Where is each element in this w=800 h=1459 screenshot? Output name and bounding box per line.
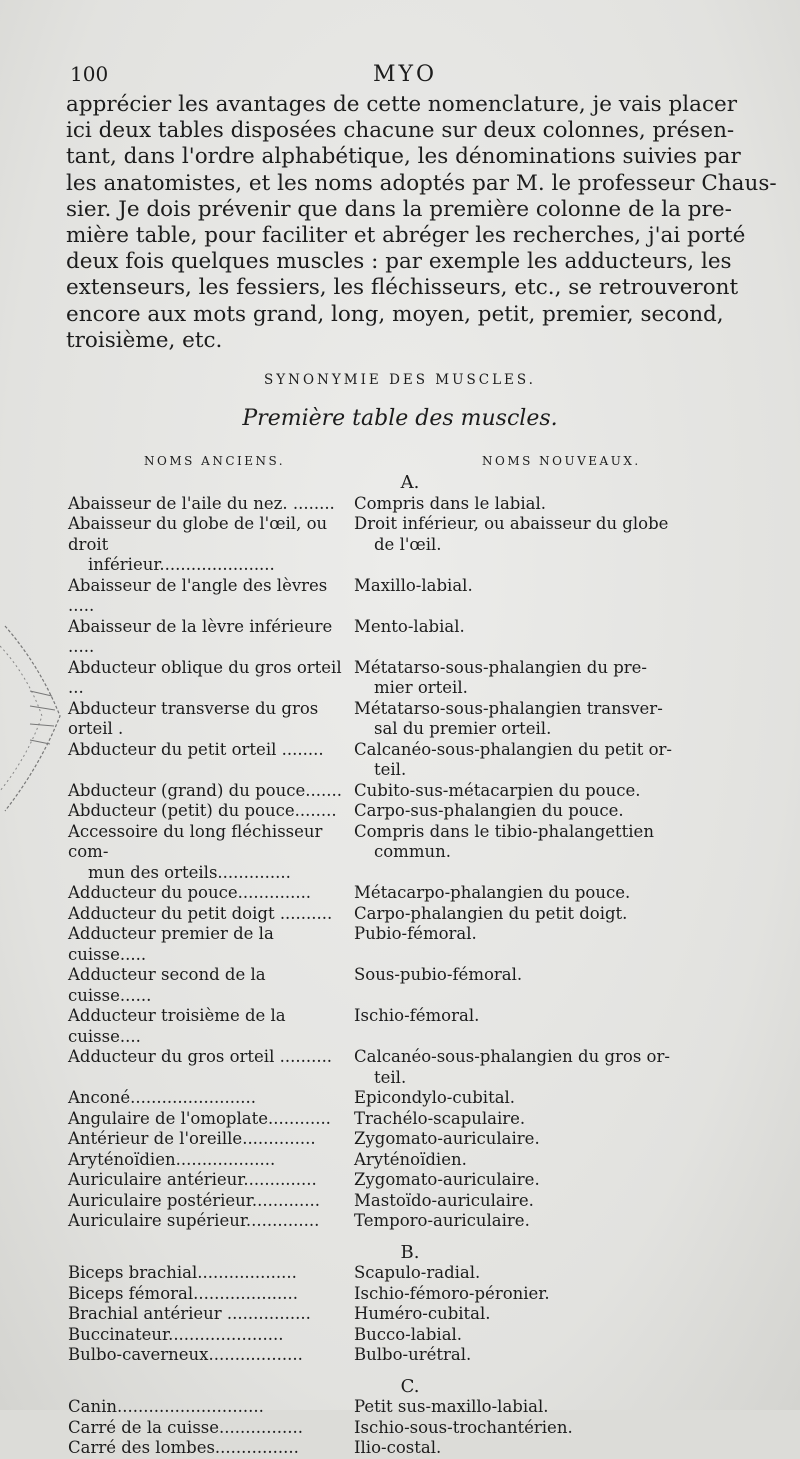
new-name-text: Trachélo-scapulaire. <box>354 1108 526 1128</box>
old-name-text: Adducteur du petit doigt .......... <box>68 903 333 923</box>
old-name-text: Carré de la cuisse................ <box>68 1417 303 1437</box>
old-name-cell <box>0 1263 348 1284</box>
old-name-text: Adducteur troisième de la cuisse.... <box>68 1006 286 1046</box>
table-row <box>0 1150 800 1171</box>
new-name-cell <box>348 1047 684 1088</box>
new-name-cell <box>348 1438 684 1459</box>
new-name-text: mier orteil. <box>374 678 468 697</box>
old-name-cell <box>0 1109 348 1130</box>
new-name-text: Bucco-labial. <box>354 1324 463 1344</box>
old-name-text: Auriculaire supérieur.............. <box>68 1211 320 1230</box>
new-name-text: Compris dans le tibio-phalangettien <box>354 821 654 841</box>
new-name-text: Calcanéo-sous-phalangien du petit or- <box>354 739 672 759</box>
table-row <box>0 1006 800 1047</box>
old-name-text: Abaisseur de la lèvre inférieure ..... <box>68 616 333 656</box>
table-row <box>0 1304 800 1325</box>
new-name-cell <box>348 1191 684 1212</box>
old-name-text: Auriculaire postérieur............. <box>68 1190 321 1210</box>
new-name-cell <box>348 1170 684 1191</box>
old-name-cell <box>0 883 348 904</box>
new-name-cell <box>348 514 684 576</box>
new-name-cell <box>348 1397 684 1418</box>
new-name-text: Métacarpo-phalangien du pouce. <box>354 883 631 902</box>
table-row <box>0 1397 800 1418</box>
table-row <box>0 1263 800 1284</box>
column-header-old-names: NOMS ANCIENS. <box>144 454 286 468</box>
new-name-text: Epicondylo-cubital. <box>354 1088 516 1107</box>
old-name-text: Adducteur premier de la cuisse..... <box>68 924 274 964</box>
old-name-cell <box>0 514 348 576</box>
new-name-cell <box>348 1006 684 1047</box>
table-row <box>0 781 800 802</box>
new-name-text: commun. <box>374 842 451 861</box>
old-name-text: Brachial antérieur ................ <box>68 1304 311 1323</box>
old-name-text: Anconé........................ <box>68 1088 256 1107</box>
old-name-text: inférieur...................... <box>88 555 275 574</box>
library-stamp-icon <box>0 606 70 826</box>
new-name-text: Ischio-fémoral. <box>354 1006 480 1025</box>
old-name-text: Abducteur transverse du gros orteil . <box>68 698 319 738</box>
table-row <box>0 1047 800 1088</box>
old-name-text: Carré des lombes................ <box>68 1438 299 1457</box>
table-row <box>0 1211 800 1232</box>
old-name-text: Bulbo-caverneux.................. <box>68 1345 303 1364</box>
old-name-cell <box>0 1304 348 1325</box>
paragraph-line: tant, dans l'ordre alphabétique, les dénominations suivies par <box>66 144 741 170</box>
old-name-cell <box>0 1418 348 1439</box>
table-row <box>0 801 800 822</box>
new-name-cell <box>348 1325 684 1346</box>
old-name-cell <box>0 1397 348 1418</box>
page-number: 100 <box>70 62 109 86</box>
section-title: SYNONYMIE DES MUSCLES. <box>264 372 536 388</box>
table-title: Première table des muscles. <box>242 406 558 431</box>
old-name-text: Abaisseur de l'angle des lèvres ..... <box>68 575 328 615</box>
new-name-text: Droit inférieur, ou abaisseur du globe <box>354 514 669 533</box>
table-row <box>0 699 800 740</box>
running-head: MYO <box>372 62 438 87</box>
table-row <box>0 1170 800 1191</box>
new-name-text: Petit sus-maxillo-labial. <box>354 1397 549 1416</box>
row-spacer <box>0 1232 800 1243</box>
old-name-cell <box>0 1325 348 1346</box>
paragraph-line: extenseurs, les fessiers, les fléchisseurs, etc., se retrouveront <box>66 275 739 301</box>
new-name-cell <box>348 1418 684 1439</box>
new-name-text: Ischio-fémoro-péronier. <box>354 1283 550 1303</box>
table-row <box>0 576 800 617</box>
table-row <box>0 1129 800 1150</box>
new-name-cell <box>348 1211 684 1232</box>
new-name-text: Bulbo-urétral. <box>354 1345 472 1364</box>
new-name-text: teil. <box>374 760 407 779</box>
old-name-text: Canin............................ <box>68 1397 264 1416</box>
old-name-text: Abducteur (grand) du pouce....... <box>68 780 342 800</box>
table-row <box>0 904 800 925</box>
paragraph-line: deux fois quelques muscles : par exemple les adducteurs, les <box>66 249 732 275</box>
new-name-text: Aryténoïdien. <box>354 1149 467 1169</box>
old-name-cell <box>0 1438 348 1459</box>
new-name-text: Carpo-phalangien du petit doigt. <box>354 903 628 923</box>
table-row <box>0 1191 800 1212</box>
new-name-text: Ischio-sous-trochantérien. <box>354 1417 573 1437</box>
old-name-cell <box>0 1170 348 1191</box>
table-row <box>0 1088 800 1109</box>
old-name-cell <box>0 1191 348 1212</box>
old-name-cell <box>0 1129 348 1150</box>
new-name-cell <box>348 781 684 802</box>
new-name-cell <box>348 494 684 515</box>
new-name-cell <box>348 1088 684 1109</box>
intro-paragraph <box>66 92 777 354</box>
table-row <box>0 1418 800 1439</box>
old-name-text: mun des orteils.............. <box>88 862 291 882</box>
table-row <box>0 924 800 965</box>
new-name-cell <box>348 1345 684 1366</box>
page-header <box>70 62 740 92</box>
new-name-cell <box>348 1109 684 1130</box>
old-name-text: Adducteur second de la cuisse...... <box>68 965 266 1005</box>
paragraph-line: les anatomistes, et les noms adoptés par M. le professeur Chaus- <box>66 170 777 196</box>
new-name-cell <box>348 883 684 904</box>
paragraph-line: sier. Je dois prévenir que dans la première colonne de la pre- <box>66 196 732 222</box>
table-row <box>0 1345 800 1366</box>
new-name-text: Mento-labial. <box>354 616 465 636</box>
paragraph-line: ici deux tables disposées chacune sur deux colonnes, présen- <box>66 118 735 144</box>
new-name-cell <box>348 924 684 965</box>
new-name-text: Ilio-costal. <box>354 1438 442 1457</box>
table-row <box>0 514 800 576</box>
old-name-text: Abducteur du petit orteil ........ <box>68 739 324 759</box>
old-name-text: Aryténoïdien................... <box>68 1149 276 1169</box>
row-spacer <box>0 1366 800 1377</box>
alphabet-letter-heading: B. <box>400 1241 420 1263</box>
old-name-text: Accessoire du long fléchisseur com- <box>68 821 323 861</box>
new-name-text: de l'œil. <box>374 534 442 554</box>
old-name-text: Angulaire de l'omoplate............ <box>68 1108 331 1128</box>
table-row <box>0 822 800 884</box>
new-name-cell <box>348 1129 684 1150</box>
old-name-cell <box>0 1150 348 1171</box>
old-name-cell <box>0 924 348 965</box>
new-name-cell <box>348 1263 684 1284</box>
old-name-cell <box>0 822 348 884</box>
new-name-cell <box>348 699 684 740</box>
table-row <box>0 1284 800 1305</box>
new-name-text: Métatarso-sous-phalangien du pre- <box>354 657 647 677</box>
paragraph-line: apprécier les avantages de cette nomenclature, je vais placer <box>66 92 738 117</box>
new-name-text: Cubito-sus-métacarpien du pouce. <box>354 780 641 800</box>
new-name-text: Sous-pubio-fémoral. <box>354 965 523 984</box>
column-header-new-names: NOMS NOUVEAUX. <box>482 454 641 468</box>
old-name-text: Abducteur oblique du gros orteil ... <box>68 657 342 697</box>
new-name-cell <box>348 1150 684 1171</box>
old-name-text: Buccinateur...................... <box>68 1324 284 1344</box>
new-name-text: Métatarso-sous-phalangien transver- <box>354 698 663 718</box>
new-name-text: sal du premier orteil. <box>374 719 552 738</box>
table-row <box>0 494 800 515</box>
old-name-text: Antérieur de l'oreille.............. <box>68 1129 316 1148</box>
old-name-cell <box>0 1284 348 1305</box>
new-name-cell <box>348 965 684 1006</box>
paragraph-line: encore aux mots grand, long, moyen, petit, premier, second, <box>66 301 724 327</box>
new-name-cell <box>348 658 684 699</box>
old-name-cell <box>0 1211 348 1232</box>
table-row <box>0 658 800 699</box>
new-name-text: Scapulo-radial. <box>354 1263 481 1282</box>
paragraph-line: mière table, pour faciliter et abréger les recherches, j'ai porté <box>66 223 746 249</box>
table-row <box>0 1325 800 1346</box>
old-name-text: Abaisseur de l'aile du nez. ........ <box>68 493 335 513</box>
new-name-text: teil. <box>374 1067 407 1087</box>
old-name-text: Biceps fémoral.................... <box>68 1283 299 1303</box>
old-name-cell <box>0 1088 348 1109</box>
table-row <box>0 1109 800 1130</box>
old-name-cell <box>0 904 348 925</box>
table-row <box>0 965 800 1006</box>
new-name-text: Carpo-sus-phalangien du pouce. <box>354 801 624 820</box>
paragraph-line: troisième, etc. <box>66 327 223 353</box>
new-name-cell <box>348 801 684 822</box>
new-name-cell <box>348 822 684 884</box>
table-row <box>0 740 800 781</box>
old-name-text: Auriculaire antérieur.............. <box>68 1170 317 1189</box>
new-name-text: Compris dans le labial. <box>354 493 546 513</box>
new-name-cell <box>348 740 684 781</box>
new-name-text: Maxillo-labial. <box>354 575 473 595</box>
old-name-text: Adducteur du pouce.............. <box>68 883 312 902</box>
new-name-cell <box>348 576 684 617</box>
new-name-text: Mastoïdo-auriculaire. <box>354 1190 534 1210</box>
new-name-cell <box>348 1304 684 1325</box>
old-name-cell <box>0 494 348 515</box>
table-row <box>0 617 800 658</box>
new-name-text: Temporo-auriculaire. <box>354 1211 530 1230</box>
old-name-cell <box>0 965 348 1006</box>
new-name-text: Zygomato-auriculaire. <box>354 1129 540 1148</box>
new-name-text: Zygomato-auriculaire. <box>354 1170 540 1189</box>
old-name-text: Abaisseur du globe de l'œil, ou droit <box>68 514 328 554</box>
new-name-cell <box>348 904 684 925</box>
old-name-cell <box>0 1345 348 1366</box>
table-row <box>0 883 800 904</box>
old-name-text: Biceps brachial................... <box>68 1263 297 1282</box>
old-name-cell <box>0 1006 348 1047</box>
new-name-text: Calcanéo-sous-phalangien du gros or- <box>354 1047 670 1066</box>
new-name-text: Pubio-fémoral. <box>354 924 477 943</box>
muscle-synonym-table <box>0 473 800 1459</box>
new-name-cell <box>348 617 684 658</box>
alphabet-letter-heading: C. <box>400 1375 420 1397</box>
old-name-cell <box>0 1047 348 1088</box>
new-name-cell <box>348 1284 684 1305</box>
old-name-text: Abducteur (petit) du pouce........ <box>68 801 337 820</box>
new-name-text: Huméro-cubital. <box>354 1304 491 1323</box>
alphabet-letter-heading: A. <box>400 472 420 493</box>
old-name-text: Adducteur du gros orteil .......... <box>68 1047 333 1066</box>
table-row <box>0 1438 800 1459</box>
